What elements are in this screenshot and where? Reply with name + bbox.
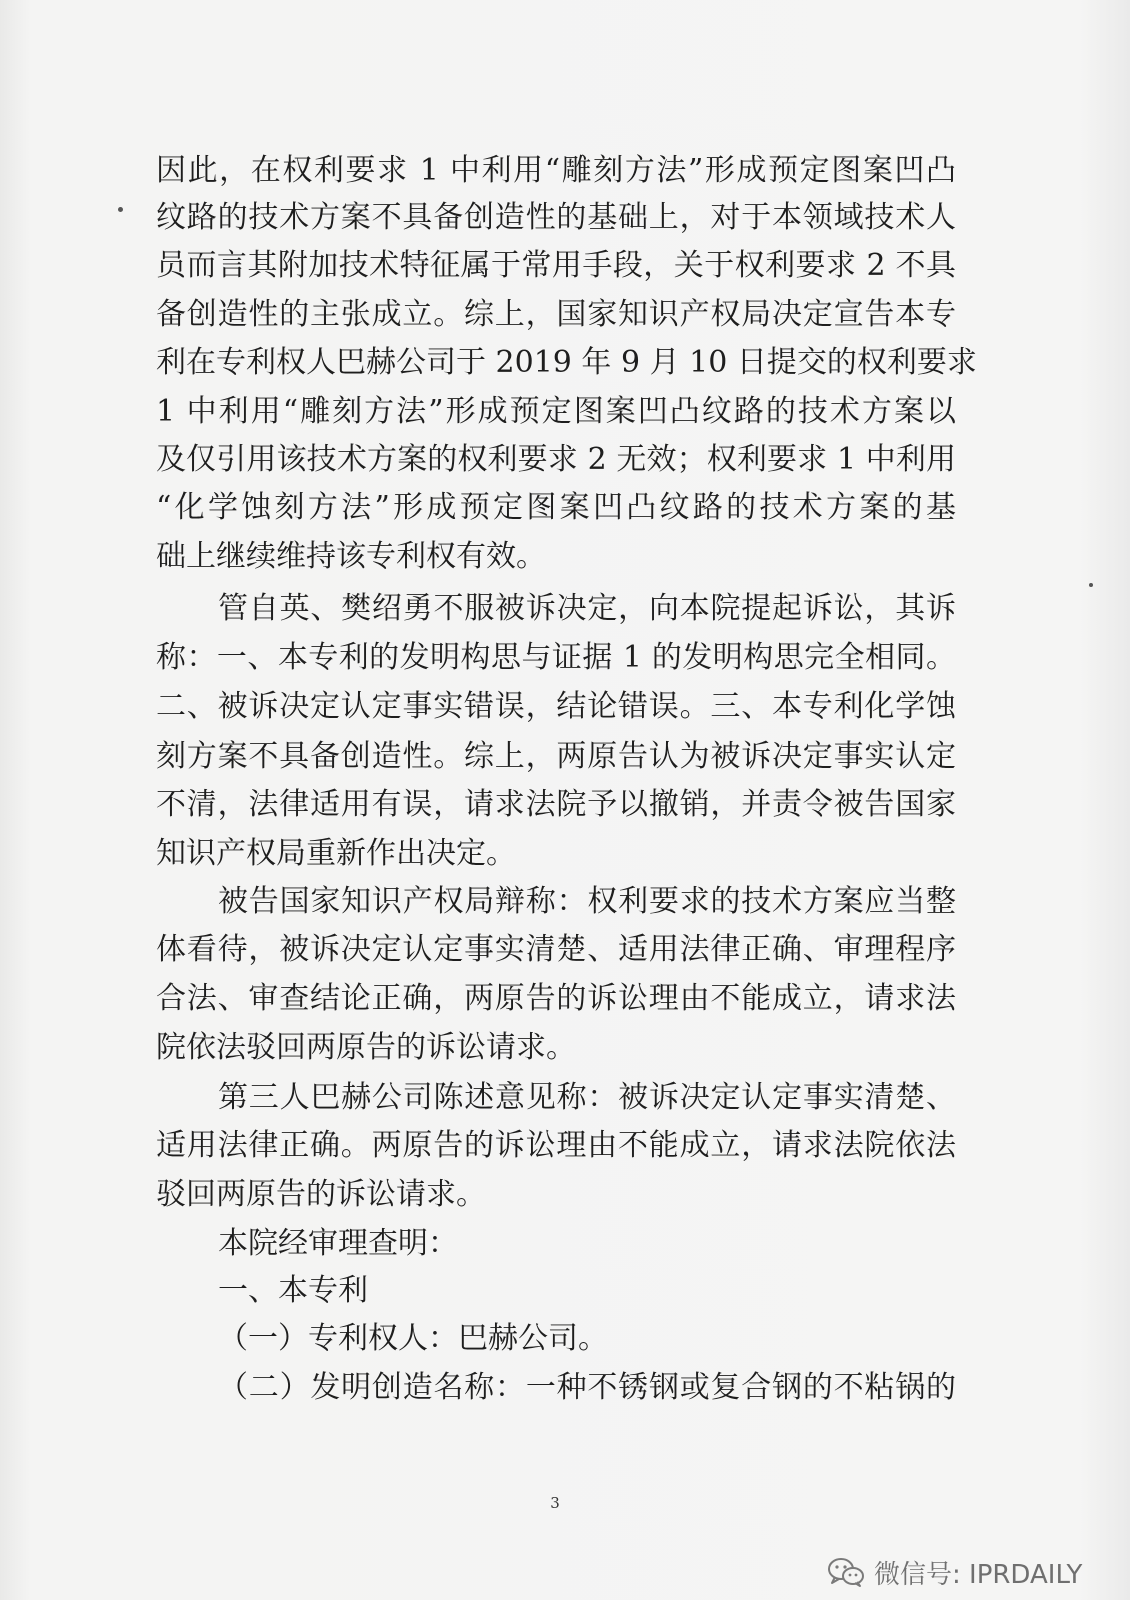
text-line: （二）发明创造名称：一种不锈钢或复合钢的不粘锅的	[218, 1370, 956, 1405]
text-line: 备创造性的主张成立。综上，国家知识产权局决定宣告本专	[156, 297, 956, 332]
text-line: 称：一、本专利的发明构思与证据 1 的发明构思完全相同。	[156, 640, 956, 675]
text-line: 院依法驳回两原告的诉讼请求。	[156, 1030, 576, 1065]
text-line: 本院经审理查明：	[218, 1226, 458, 1261]
text-line: 被告国家知识产权局辩称：权利要求的技术方案应当整	[218, 884, 956, 919]
text-line: 适用法律正确。两原告的诉讼理由不能成立，请求法院依法	[156, 1128, 956, 1163]
text-line: 员而言其附加技术特征属于常用手段，关于权利要求 2 不具	[156, 248, 956, 283]
text-line: 利在专利权人巴赫公司于 2019 年 9 月 10 日提交的权利要求	[156, 345, 977, 380]
text-line: “化学蚀刻方法”形成预定图案凹凸纹路的技术方案的基	[156, 490, 956, 525]
scan-speck	[118, 207, 123, 212]
text-line: 二、被诉决定认定事实错误，结论错误。三、本专利化学蚀	[156, 689, 956, 724]
watermark	[826, 1552, 1082, 1592]
text-line: 1 中利用“雕刻方法”形成预定图案凹凸纹路的技术方案以	[156, 394, 956, 429]
text-line: 一、本专利	[218, 1273, 368, 1308]
page-number: 3	[550, 1494, 560, 1512]
text-line: 驳回两原告的诉讼请求。	[156, 1177, 486, 1212]
text-line: 纹路的技术方案不具备创造性的基础上，对于本领域技术人	[156, 200, 956, 235]
text-line: 体看待，被诉决定认定事实清楚、适用法律正确、审理程序	[156, 932, 956, 967]
text-line: 合法、审查结论正确，两原告的诉讼理由不能成立，请求法	[156, 981, 956, 1016]
text-line: 刻方案不具备创造性。综上，两原告认为被诉决定事实认定	[156, 739, 956, 774]
text-line: 管自英、樊绍勇不服被诉决定，向本院提起诉讼，其诉	[218, 591, 956, 626]
text-line: 因此，在权利要求 1 中利用“雕刻方法”形成预定图案凹凸	[156, 153, 956, 188]
text-line: （一）专利权人：巴赫公司。	[218, 1321, 608, 1356]
scan-speck	[1089, 583, 1093, 587]
text-line: 第三人巴赫公司陈述意见称：被诉决定认定事实清楚、	[218, 1080, 956, 1115]
text-line: 知识产权局重新作出决定。	[156, 836, 516, 871]
wechat-logo-icon	[826, 1556, 866, 1588]
text-line: 不清，法律适用有误，请求法院予以撤销，并责令被告国家	[156, 787, 956, 822]
text-line: 础上继续维持该专利权有效。	[156, 539, 546, 574]
watermark-text: 微信号: IPRDAILY	[874, 1559, 1083, 1590]
text-line: 及仅引用该技术方案的权利要求 2 无效；权利要求 1 中利用	[156, 442, 956, 477]
